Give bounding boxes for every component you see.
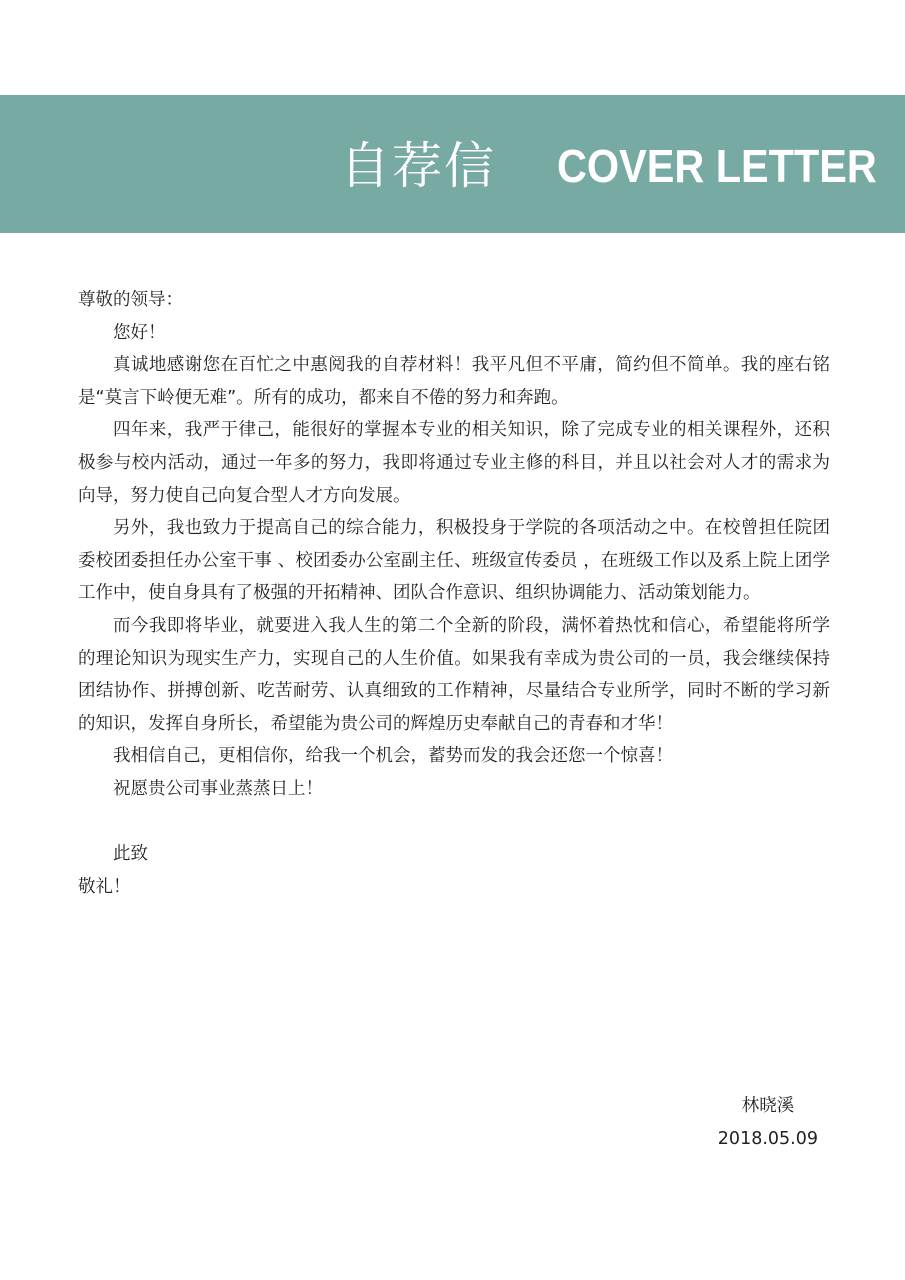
paragraph-6: 祝愿贵公司事业蒸蒸日上！ (113, 778, 323, 799)
paragraph-5: 我相信自己，更相信你，给我一个机会，蓄势而发的我会还您一个惊喜！ (113, 746, 673, 767)
signature-block (678, 1090, 818, 1155)
closing-line-2: 敬礼！ (78, 876, 131, 897)
spacer (78, 806, 830, 839)
greeting: 您好！ (113, 322, 166, 343)
closing-line-1: 此致 (113, 844, 148, 865)
paragraph-3: 另外，我也致力于提高自己的综合能力，积极投身于学院的各项活动之中。在校曾担任院团委校团委担任办公室干事 、校团委办公室副主任、班级宣传委员 ，在班级工作以及系上院上团学工作中，使自身具有了极强的开拓精神、团队合作意识、组织协调能力、活动策划能力。 (78, 518, 830, 604)
paragraph-1: 真诚地感谢您在百忙之中惠阅我的自荐材料！我平凡但不平庸，简约但不简单。我的座右铭是“莫言下岭便无难”。所有的成功，都来自不倦的努力和奔跑。 (78, 355, 830, 408)
paragraph-2: 四年来，我严于律己，能很好的掌握本专业的相关知识，除了完成专业的相关课程外，还积极参与校内活动，通过一年多的努力，我即将通过专业主修的科目，并且以社会对人才的需求为向导，努力使自己向复合型人才方向发展。 (78, 420, 830, 506)
title-english: COVER LETTER (557, 140, 877, 192)
salutation: 尊敬的领导： (78, 290, 183, 310)
letter-body (78, 284, 830, 903)
signature-date: 2018.05.09 (717, 1128, 818, 1149)
paragraph-4: 而今我即将毕业，就要进入我人生的第二个全新的阶段，满怀着热忱和信心，希望能将所学的理论知识为现实生产力，实现自己的人生价值。如果我有幸成为贵公司的一员，我会继续保持团结协作、拼搏创新、吃苦耐劳、认真细致的工作精神，尽量结合专业所学，同时不断的学习新的知识，发挥自身所长，希望能为贵公司的辉煌历史奉献自己的青春和才华！ (78, 615, 830, 734)
title-chinese: 自荐信 (340, 137, 496, 195)
signature-name: 林晓溪 (741, 1096, 795, 1116)
